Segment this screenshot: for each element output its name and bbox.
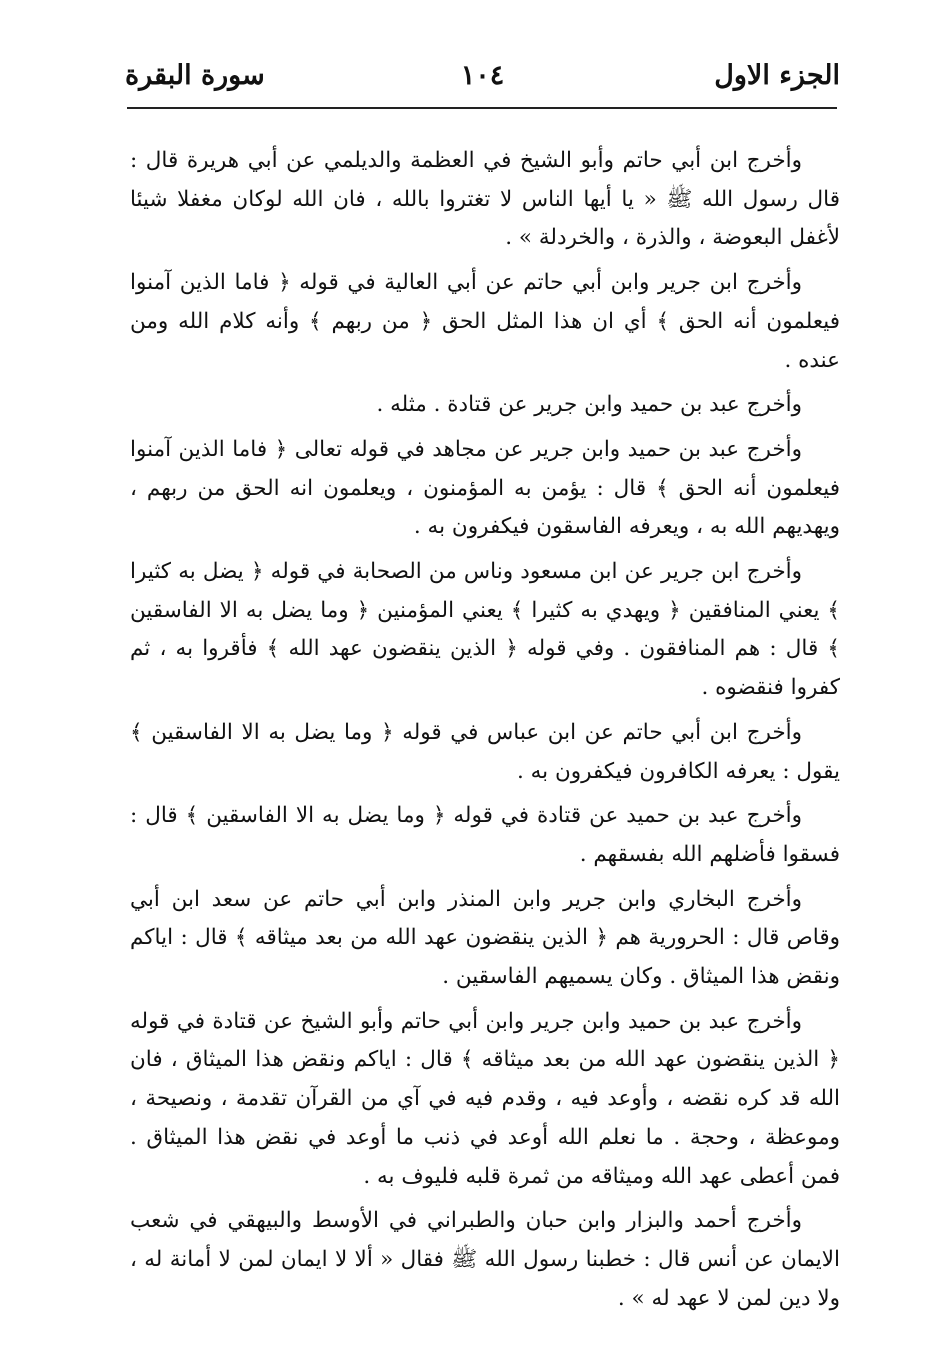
part-title: الجزء الاول bbox=[714, 60, 840, 91]
surah-title: سورة البقرة bbox=[125, 60, 265, 91]
paragraph: وأخرج ابن أبي حاتم وأبو الشيخ في العظمة والديلمي عن أبي هريرة قال : قال رسول الله ﷺ « يا أيها الناس لا تغتروا بالله ، فان الله لوكان مغفلا شيئا لأغفل البعوضة ، والذرة ، والخردلة » . bbox=[130, 148, 840, 251]
paragraph: وأخرج أحمد والبزار وابن حبان والطبراني في الأوسط والبيهقي في شعب الايمان عن أنس قال : خطبنا رسول الله ﷺ فقال « ألا لا ايمان لمن لا أمانة له ، ولا دين لمن لا عهد له » . bbox=[130, 1208, 840, 1311]
paragraph: وأخرج ابن أبي حاتم عن ابن عباس في قوله ﴿ وما يضل به الا الفاسقين ﴾ يقول : يعرفه الكافرون فيكفرون به . bbox=[130, 719, 840, 784]
paragraph: وأخرج عبد بن حميد وابن جرير عن قتادة . مثله . bbox=[376, 392, 802, 418]
header-rule bbox=[127, 107, 837, 109]
page-body bbox=[130, 142, 840, 1324]
paragraph: وأخرج البخاري وابن جرير وابن المنذر وابن أبي حاتم عن سعد ابن أبي وقاص قال : الحرورية هم ﴿ الذين ينقضون عهد الله من بعد ميثاقه ﴾ قال : اياكم ونقض هذا الميثاق . وكان يسميهم الفاسقين . bbox=[130, 886, 840, 990]
paragraph: وأخرج ابن جرير وابن أبي حاتم عن أبي العالية في قوله ﴿ فاما الذين آمنوا فيعلمون أنه الحق ﴾ أي ان هذا المثل الحق ﴿ من ربهم ﴾ وأنه كلام الله ومن عنده . bbox=[130, 270, 840, 373]
page-header bbox=[125, 56, 840, 106]
paragraph: وأخرج عبد بن حميد وابن جرير عن مجاهد في قوله تعالى ﴿ فاما الذين آمنوا فيعلمون أنه الحق ﴾ قال : يؤمن به المؤمنون ، ويعلمون انه الحق من ربهم ، ويهديهم الله به ، ويعرفه الفاسقون فيكفرون به . bbox=[130, 436, 840, 540]
paragraph: وأخرج ابن جرير عن ابن مسعود وناس من الصحابة في قوله ﴿ يضل به كثيرا ﴾ يعني المنافقين ﴿ ويهدي به كثيرا ﴾ يعني المؤمنين ﴿ وما يضل به الا الفاسقين ﴾ قال : هم المنافقون . وفي قوله ﴿ الذين ينقضون عهد الله ﴾ فأقروا به ، ثم كفروا فنقضوه . bbox=[130, 559, 840, 701]
paragraph: وأخرج عبد بن حميد عن قتادة في قوله ﴿ وما يضل به الا الفاسقين ﴾ قال : فسقوا فأضلهم الله بفسقهم . bbox=[130, 803, 840, 867]
page-number: ١٠٤ bbox=[460, 60, 505, 91]
paragraph: وأخرج عبد بن حميد وابن جرير وابن أبي حاتم وأبو الشيخ عن قتادة في قوله ﴿ الذين ينقضون عهد الله من بعد ميثاقه ﴾ قال : اياكم ونقض هذا الميثاق ، فان الله قد كره نقضه ، وأوعد فيه ، وقدم فيه في آي من القرآن تقدمة ، ونصيحة ، وموعظة ، وحجة . ما نعلم الله أوعد في ذنب ما أوعد في نقض هذا الميثاق . فمن أعطى عهد الله وميثاقه من ثمرة قلبه فليوف به . bbox=[130, 1008, 840, 1189]
